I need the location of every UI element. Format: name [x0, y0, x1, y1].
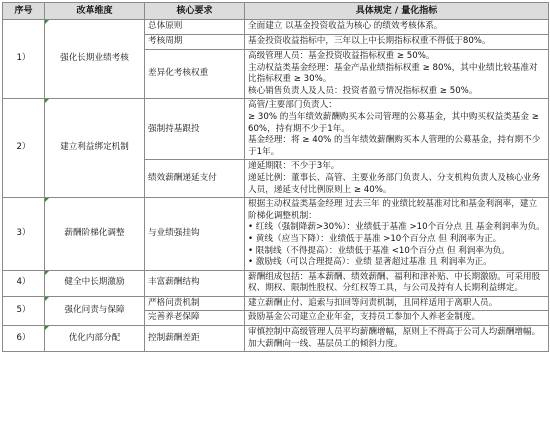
- row-dimension: 强化长期业绩考核: [45, 20, 145, 99]
- row-number: 3）: [3, 198, 45, 271]
- row-requirement: 控制薪酬差距: [145, 326, 245, 352]
- row-requirement: 差异化考核权重: [145, 50, 245, 99]
- row-requirement: 与业绩强挂钩: [145, 198, 245, 271]
- row-dimension: 健全中长期激励: [45, 270, 145, 296]
- row-number: 2）: [3, 99, 45, 198]
- row-dimension: 薪酬阶梯化调整: [45, 198, 145, 271]
- table-header-row: [3, 3, 549, 20]
- row-requirement: 总体原则: [145, 20, 245, 35]
- row-spec: 高级管理人员：基金投资收益指标权重 ≥ 50%。 主动权益类基金经理：基金产品业绩指标权重 ≥ 80%，其中业绩比较基准对比指标权重 ≥ 30%。 核心销售负责人及人员：投资者盈亏情况指标权重 ≥ 50%。: [245, 50, 549, 99]
- row-number: 5）: [3, 296, 45, 325]
- row-spec: 全面建立 以基金投资收益为核心 的绩效考核体系。: [245, 20, 549, 35]
- row-spec: 递延期限：不少于3年。 递延比例：董事长、高管、主要业务部门负责人、分支机构负责人及核心业务人员，递延支付比例原则上 ≥ 40%。: [245, 160, 549, 198]
- header-number: 序号: [3, 3, 45, 20]
- row-requirement: 考核周期: [145, 35, 245, 50]
- row-number: 4）: [3, 270, 45, 296]
- table-row: [3, 270, 549, 296]
- row-spec: 基金投资收益指标中，三年以上中长期指标权重不得低于80%。: [245, 35, 549, 50]
- row-dimension: 建立利益绑定机制: [45, 99, 145, 198]
- row-dimension: 优化内部分配: [45, 326, 145, 352]
- header-spec: 具体规定 / 量化指标: [245, 3, 549, 20]
- row-number: 1）: [3, 20, 45, 99]
- row-requirement: 完善养老保障: [145, 311, 245, 326]
- row-requirement: 严格问责机制: [145, 296, 245, 311]
- row-spec: 建立薪酬止付、追索与扣回等问责机制，且同样适用于离职人员。: [245, 296, 549, 311]
- policy-table: [2, 2, 549, 352]
- row-dimension: 强化问责与保障: [45, 296, 145, 325]
- table-row: [3, 326, 549, 352]
- header-dimension: 改革维度: [45, 3, 145, 20]
- policy-table-page: [0, 2, 550, 445]
- row-spec: 高管/主要部门负责人： ≥ 30% 的当年绩效薪酬购买本公司管理的公募基金，其中购买权益类基金 ≥ 60%，持有期不少于1年。 基金经理：将 ≥ 40% 的当年绩效薪酬购买本人管理的公募基金，持有期不少于1年。: [245, 99, 549, 160]
- header-requirement: 核心要求: [145, 3, 245, 20]
- table-row: [3, 99, 549, 160]
- row-number: 6）: [3, 326, 45, 352]
- row-spec: 薪酬组成包括：基本薪酬、绩效薪酬、福利和津补贴、中长期激励。可采用股权、期权、限制性股权、分红权等工具，与公司及持有人长期利益绑定。: [245, 270, 549, 296]
- row-spec: 鼓励基金公司建立企业年金，支持员工参加个人养老金制度。: [245, 311, 549, 326]
- row-requirement: 丰富薪酬结构: [145, 270, 245, 296]
- row-spec: 审慎控制中高级管理人员平均薪酬增幅，原则上不得高于公司人均薪酬增幅。加大薪酬向一线、基层员工的倾斜力度。: [245, 326, 549, 352]
- row-requirement: 强制持基跟投: [145, 99, 245, 160]
- table-row: [3, 198, 549, 271]
- table-row: [3, 296, 549, 311]
- row-spec: 根据主动权益类基金经理 过去三年 的业绩比较基准对比和基金利润率，建立阶梯化调整机制： • 红线（强制降薪>30%）：业绩低于基准 >10个百分点 且 基金利润率为负。 • 黄线（应当下降）：业绩低于基准 >10个百分点 但 利润率为正。 • 限制线（不得提高）：业绩低于基准 <10个百分点 但 利润率为负。 • 激励线（可以合理提高）：业绩 显著超过基准 且 利润率为正。: [245, 198, 549, 271]
- table-row: [3, 20, 549, 35]
- row-requirement: 绩效薪酬递延支付: [145, 160, 245, 198]
